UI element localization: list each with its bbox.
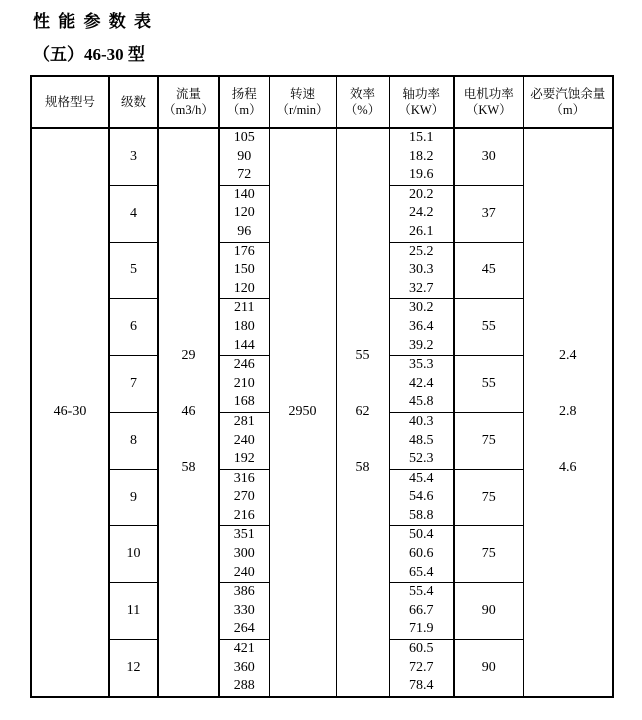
shaft-power-value: 35.3	[409, 357, 434, 373]
shaft-power-value: 39.2	[409, 337, 434, 353]
efficiency-value: 62	[355, 404, 370, 420]
col-header-efficiency: 效率 （%）	[336, 76, 389, 128]
stage-cell: 12	[109, 640, 158, 697]
col-header-stage: 级数	[109, 76, 158, 128]
efficiency-value: 55	[355, 348, 370, 364]
speed-cell: 2950	[269, 128, 336, 697]
page-title: 性 能 参 数 表	[33, 12, 153, 31]
col-header-speed: 转速 （r/min）	[269, 76, 336, 128]
flow-value: 46	[181, 404, 196, 420]
head-value: 96	[237, 223, 252, 239]
stage-cell: 10	[109, 526, 158, 583]
stage-cell: 3	[109, 128, 158, 185]
table-row-stage-3	[31, 128, 613, 185]
shaft-power-value: 36.4	[409, 318, 434, 334]
head-value: 300	[233, 546, 255, 562]
head-value: 176	[233, 243, 255, 259]
shaft-power-value: 72.7	[409, 659, 434, 675]
head-value: 210	[233, 375, 255, 391]
head-value: 105	[233, 130, 255, 145]
head-value: 150	[233, 262, 255, 278]
shaft-power-value: 24.2	[409, 205, 434, 221]
head-value: 240	[233, 432, 255, 448]
shaft-power-value: 30.3	[409, 262, 434, 278]
motor-power-cell: 75	[454, 469, 523, 526]
head-cell	[219, 185, 269, 242]
head-value: 270	[233, 489, 255, 505]
shaft-power-value: 66.7	[409, 602, 434, 618]
motor-power-cell: 45	[454, 242, 523, 299]
shaft-power-value: 71.9	[409, 621, 434, 637]
shaft-power-cell	[389, 469, 454, 526]
head-value: 386	[233, 584, 255, 600]
motor-power-cell: 55	[454, 356, 523, 413]
stage-cell: 7	[109, 356, 158, 413]
col-header-flow: 流量 （m3/h）	[158, 76, 219, 128]
shaft-power-value: 45.4	[409, 470, 434, 486]
stage-cell: 6	[109, 299, 158, 356]
col-header-npsh: 必要汽蚀余量 （m）	[523, 76, 613, 128]
shaft-power-value: 78.4	[409, 678, 434, 694]
shaft-power-cell	[389, 299, 454, 356]
head-value: 211	[234, 300, 255, 316]
stage-cell: 9	[109, 469, 158, 526]
head-value: 240	[233, 564, 255, 580]
shaft-power-value: 54.6	[409, 489, 434, 505]
head-value: 168	[233, 394, 255, 410]
efficiency-cell	[336, 128, 389, 697]
shaft-power-cell	[389, 412, 454, 469]
shaft-power-value: 19.6	[409, 167, 434, 183]
shaft-power-cell	[389, 640, 454, 697]
model-cell: 46-30	[31, 128, 109, 697]
head-value: 120	[233, 280, 255, 296]
head-value: 192	[233, 451, 255, 467]
shaft-power-value: 60.5	[409, 641, 434, 657]
stage-cell: 4	[109, 185, 158, 242]
stage-cell: 8	[109, 412, 158, 469]
head-value: 216	[233, 507, 255, 523]
head-value: 140	[233, 186, 255, 202]
stage-cell: 11	[109, 583, 158, 640]
performance-parameter-table	[30, 75, 614, 698]
head-cell	[219, 583, 269, 640]
shaft-power-value: 50.4	[409, 527, 434, 543]
head-cell	[219, 299, 269, 356]
head-value: 360	[233, 659, 255, 675]
motor-power-cell: 37	[454, 185, 523, 242]
motor-power-cell: 75	[454, 412, 523, 469]
page-subtitle: （五）46-30 型	[33, 45, 145, 64]
motor-power-cell: 55	[454, 299, 523, 356]
npsh-cell	[523, 128, 613, 697]
head-value: 281	[233, 413, 255, 429]
head-value: 180	[233, 318, 255, 334]
head-value: 90	[237, 148, 252, 164]
shaft-power-value: 45.8	[409, 394, 434, 410]
motor-power-cell: 90	[454, 640, 523, 697]
head-cell	[219, 526, 269, 583]
shaft-power-value: 40.3	[409, 413, 434, 429]
shaft-power-cell	[389, 185, 454, 242]
head-value: 120	[233, 205, 255, 221]
head-value: 351	[233, 527, 255, 543]
npsh-value: 4.6	[559, 460, 577, 476]
stage-cell: 5	[109, 242, 158, 299]
head-cell	[219, 128, 269, 185]
head-value: 72	[237, 167, 252, 183]
shaft-power-value: 48.5	[409, 432, 434, 448]
npsh-value: 2.4	[559, 348, 577, 364]
head-value: 246	[233, 357, 255, 373]
shaft-power-cell	[389, 526, 454, 583]
col-header-head: 扬程 （m）	[219, 76, 269, 128]
head-value: 144	[233, 337, 255, 353]
npsh-values	[524, 134, 613, 690]
shaft-power-value: 65.4	[409, 564, 434, 580]
col-header-motor-power: 电机功率 （KW）	[454, 76, 523, 128]
shaft-power-value: 60.6	[409, 546, 434, 562]
npsh-value: 2.8	[559, 404, 577, 420]
shaft-power-value: 18.2	[409, 148, 434, 164]
motor-power-cell: 75	[454, 526, 523, 583]
motor-power-cell: 90	[454, 583, 523, 640]
motor-power-cell: 30	[454, 128, 523, 185]
flow-value: 58	[181, 460, 196, 476]
shaft-power-cell	[389, 356, 454, 413]
shaft-power-cell	[389, 128, 454, 185]
head-cell	[219, 242, 269, 299]
table-header-row	[31, 76, 613, 128]
head-value: 421	[233, 641, 255, 657]
shaft-power-value: 55.4	[409, 584, 434, 600]
shaft-power-value: 26.1	[409, 223, 434, 239]
efficiency-values	[337, 134, 389, 690]
head-cell	[219, 412, 269, 469]
head-cell	[219, 640, 269, 697]
head-value: 316	[233, 470, 255, 486]
head-value: 264	[233, 621, 255, 637]
head-cell	[219, 469, 269, 526]
shaft-power-value: 42.4	[409, 375, 434, 391]
shaft-power-value: 52.3	[409, 451, 434, 467]
shaft-power-cell	[389, 242, 454, 299]
flow-values	[159, 134, 218, 690]
col-header-model: 规格型号	[31, 76, 109, 128]
head-value: 330	[233, 602, 255, 618]
efficiency-value: 58	[355, 460, 370, 476]
shaft-power-cell	[389, 583, 454, 640]
shaft-power-value: 20.2	[409, 186, 434, 202]
shaft-power-value: 30.2	[409, 300, 434, 316]
head-cell	[219, 356, 269, 413]
shaft-power-value: 15.1	[409, 130, 434, 145]
flow-cell	[158, 128, 219, 697]
shaft-power-value: 32.7	[409, 280, 434, 296]
flow-value: 29	[181, 348, 196, 364]
col-header-shaft-power: 轴功率 （KW）	[389, 76, 454, 128]
head-value: 288	[233, 678, 255, 694]
shaft-power-value: 58.8	[409, 507, 434, 523]
shaft-power-value: 25.2	[409, 243, 434, 259]
